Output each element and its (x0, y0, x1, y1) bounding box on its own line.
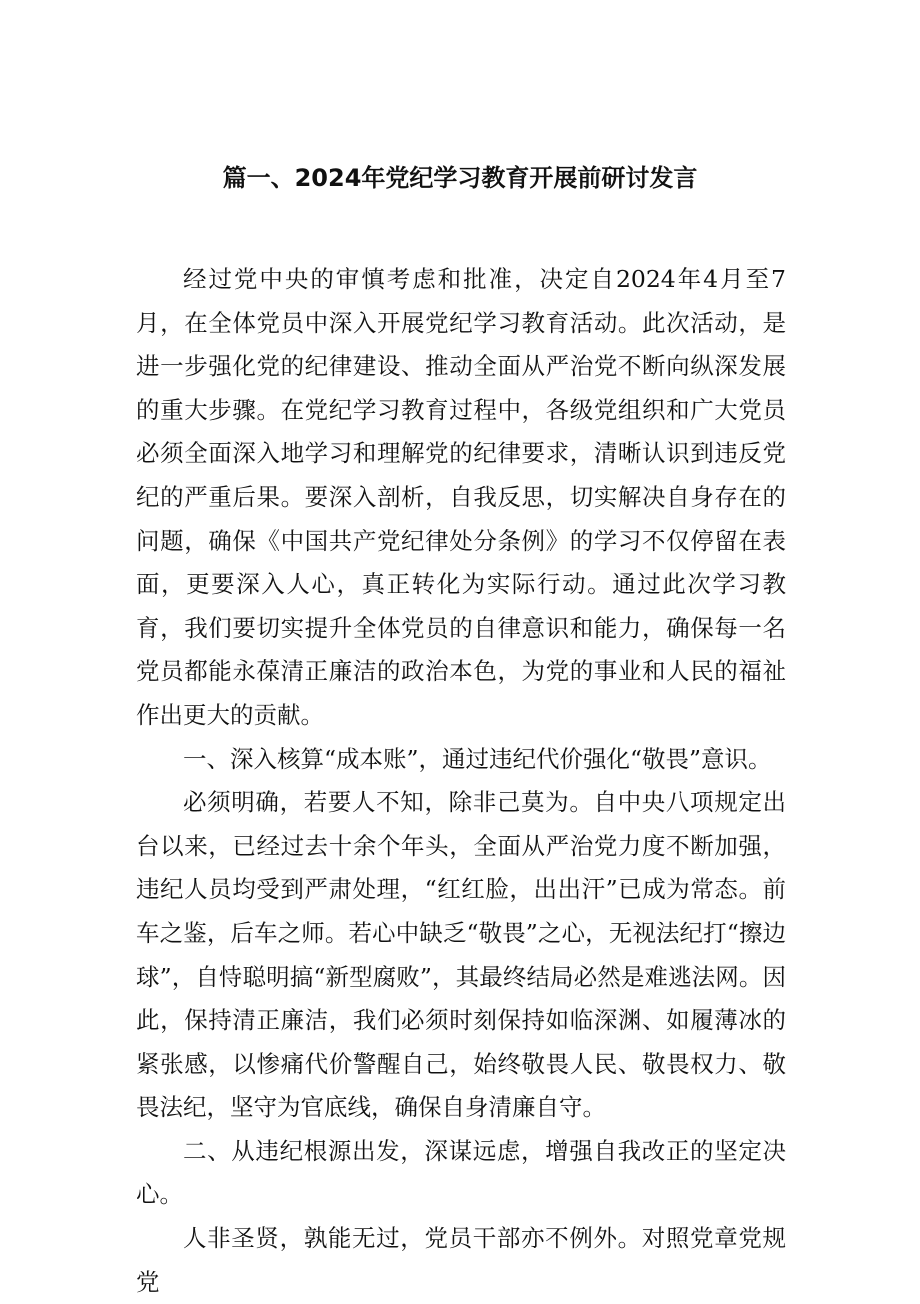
paragraph-intro: 经过党中央的审慎考虑和批准，决定自2024年4月至7月，在全体党员中深入开展党纪学习教育活动。此次活动，是进一步强化党的纪律建设、推动全面从严治党不断向纵深发展的重大步骤。在党纪学习教育过程中，各级党组织和广大党员必须全面深入地学习和理解党的纪律要求，清晰认识到违反党纪的严重后果。要深入剖析，自我反思，切实解决自身存在的问题，确保《中国共产党纪律处分条例》的学习不仅停留在表面，更要深入人心，真正转化为实际行动。通过此次学习教育，我们要切实提升全体党员的自律意识和能力，确保每一名党员都能永葆清正廉洁的政治本色，为党的事业和人民的福祉作出更大的贡献。 (136, 265, 786, 729)
section-heading-1: 一、深入核算“成本账”，通过违纪代价强化“敬畏”意识。 (183, 744, 772, 773)
paragraph-section-1: 必须明确，若要人不知，除非己莫为。自中央八项规定出台以来，已经过去十余个年头，全面从严治党力度不断加强，违纪人员均受到严肃处理，“红红脸，出出汗”已成为常态。前车之鉴，后车之师。若心中缺乏“敬畏”之心，无视法纪打“擦边球”，自恃聪明搞“新型腐败”，其最终结局必然是难逃法网。因此，保持清正廉洁，我们必须时刻保持如临深渊、如履薄冰的紧张感，以惨痛代价警醒自己，始终敬畏人民、敬畏权力、敬畏法纪，坚守为官底线，确保自身清廉自守。 (136, 788, 786, 1122)
paragraph-section-2: 人非圣贤，孰能无过，党员干部亦不例外。对照党章党规党 (136, 1224, 786, 1296)
document-body (136, 258, 786, 1304)
document-title: 篇一、2024年党纪学习教育开展前研讨发言 (222, 164, 698, 192)
section-heading-2: 二、从违纪根源出发，深谋远虑，增强自我改正的坚定决心。 (136, 1136, 786, 1209)
